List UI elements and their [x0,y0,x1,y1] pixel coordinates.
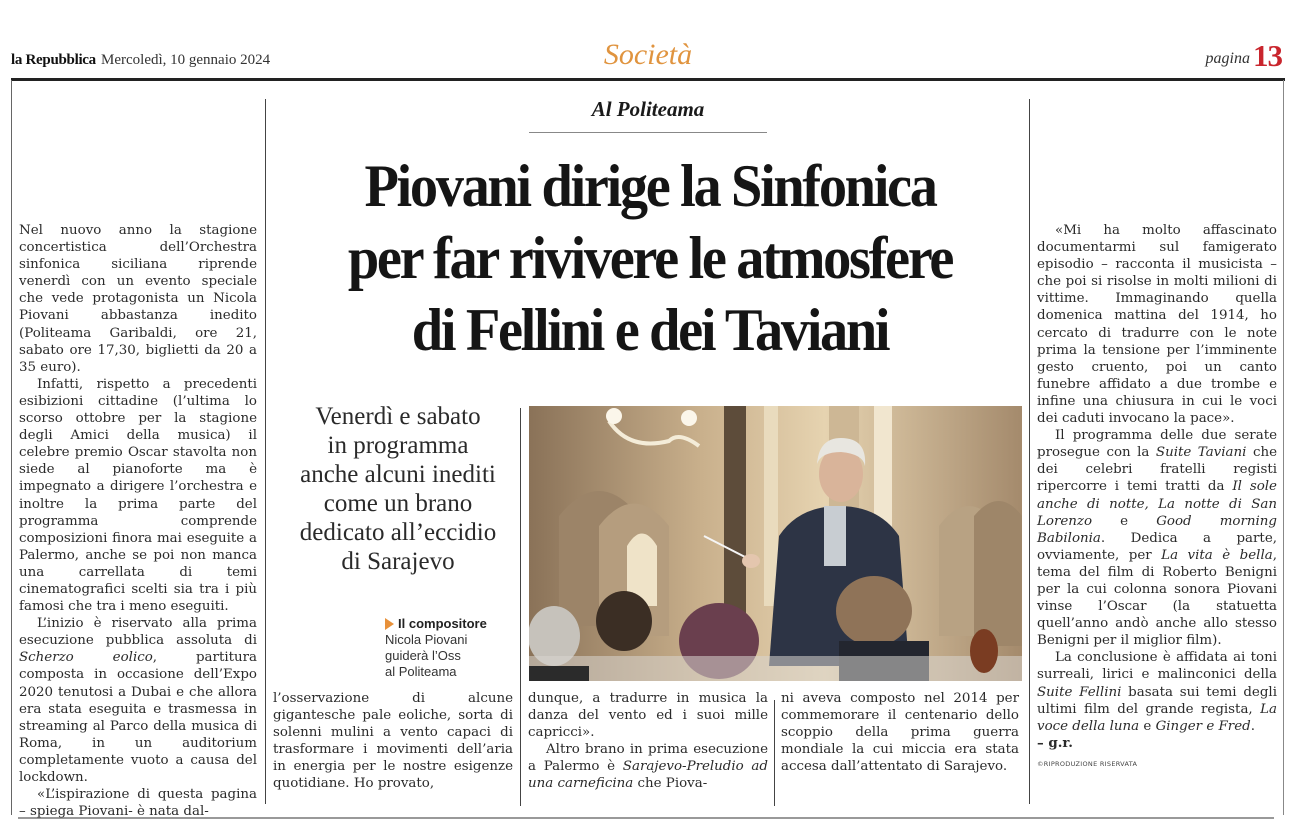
body-column-2 [273,690,513,793]
body-column-1 [19,222,257,820]
page-number: 13 [1253,38,1282,73]
copyright-notice: ©RIPRODUZIONE RISERVATA [1037,759,1138,768]
article-kicker: Al Politeama [591,97,705,121]
paragraph: Il programma delle due serate prosegue con la Suite Taviani che dei celebri fratelli registi ripercorre i temi tratti da Il sole anche di notte, La notte di San Lorenzo e Good morning Babilonia. Dedica a parte, ovviamente, per La vita è bella, tema del film di Roberto Benigni per la cui colonna sonora Piovani vinse l’Oscar (la statuetta quell’anno andò anche allo stesso Benigni per il miglior film). [1037,428,1277,649]
headline-line: per far rivivere le atmosfere [347,225,953,291]
kicker-rule [529,132,767,133]
column-divider [774,700,775,806]
body-column-4 [781,690,1019,775]
top-rule [11,78,1285,81]
work-title: Scherzo eolico [19,650,153,666]
headline-line: di Fellini e dei Taviani [411,297,889,363]
frame-left-border [11,80,12,815]
pull-quote: Venerdì e sabato in programma anche alcuni inediti come un brano dedicato all’eccidio di Sarajevo [299,403,497,575]
column-divider [1029,99,1030,804]
paragraph: Altro brano in prima esecuzione a Palermo è Sarajevo-Preludio ad una carneficina che Piova- [528,742,768,792]
page-indicator [1206,38,1282,74]
section-title: Società [603,38,693,71]
paragraph: «L’ispirazione di questa pagina – spiega Piovani- è nata dal- [19,787,257,820]
article-headline [298,150,1003,366]
body-column-5 [1037,222,1277,773]
paragraph: l’osservazione di alcune gigantesche pale eoliche, sorta di solenni mulini a vento capaci di trasformare i movimenti dell’aria in energia per le nostre esigenze quotidiane. Ho provato, [273,691,513,792]
headline-line: Piovani dirige la Sinfonica [364,153,936,219]
caption-title: Il compositore [398,616,487,631]
article-photo [529,406,1022,681]
paragraph: Nel nuovo anno la stagione concertistica dell’Orchestra sinfonica siciliana riprende venerdì con un evento speciale che vede protagonista un Nicola Piovani abbastanza inedito (Politeama Garibaldi, ore 21, sabato ore 17,30, biglietti da 20 a 35 euro). [19,223,257,375]
masthead [0,0,1296,80]
paragraph: ni aveva composto nel 2014 per commemorare il centenario dello scoppio della prima guerra mondiale la cui miccia era stata accesa dall’attentato di Sarajevo. [781,691,1019,775]
issue-date: Mercoledì, 10 gennaio 2024 [101,52,271,68]
paragraph: «Mi ha molto affascinato documentarmi sul famigerato episodio – racconta il musicista – che poi si risolse in molti milioni di vittime. Immaginando quella domenica mattina del 1914, ho cercato di tradurre con le note prima la tensione per l’imminente gesto cruento, poi un canto funebre affidato a due trombe e infine una chiusura in cui le voci dei caduti invocano la pace». [1037,223,1277,427]
triangle-right-icon [385,618,394,630]
column-divider [520,408,521,806]
paragraph: L’inizio è riservato alla prima esecuzione pubblica assoluta di Scherzo eolico, partitura composta in occasione dell’Expo 2020 tenutosi a Dubai e che allora era stata eseguita e trasmessa in streaming al Parco della musica di Roma, in un auditorium completamente vuoto a causa del lockdown. [19,616,257,785]
page-label: pagina [1205,50,1250,67]
paragraph: dunque, a tradurre in musica la danza del vento ed i suoi mille capricci». [528,691,768,741]
work-title: Sarajevo-Preludio ad una carneficina [528,759,768,792]
author-signature: – g.r. [1037,734,1073,751]
column-divider [265,99,266,804]
newspaper-logo: la Repubblica [11,52,96,68]
frame-right-border [1283,80,1284,815]
body-column-3 [528,690,768,793]
photo-caption: Il compositore Nicola Piovani guiderà l’Oss al Politeama [385,616,487,679]
paragraph: La conclusione è affidata ai toni surreali, lirici e malinconici della Suite Fellini basata sui temi degli ultimi film del grande regista, La voce della luna e Ginger e Fred. [1037,650,1277,734]
paragraph: Infatti, rispetto a precedenti esibizioni cittadine (l’ultima lo scorso ottobre per la stagione degli Amici della musica) il celebre premio Oscar stavolta non siede al pianoforte ma è impegnato a dirigere l’orchestra e inoltre la prima parte del programma comprende composizioni finora mai eseguite a Palermo, anche se poi non manca una carrellata di temi cinematografici scelti sia tra i più famosi che tra i meno eseguiti. [19,376,257,615]
